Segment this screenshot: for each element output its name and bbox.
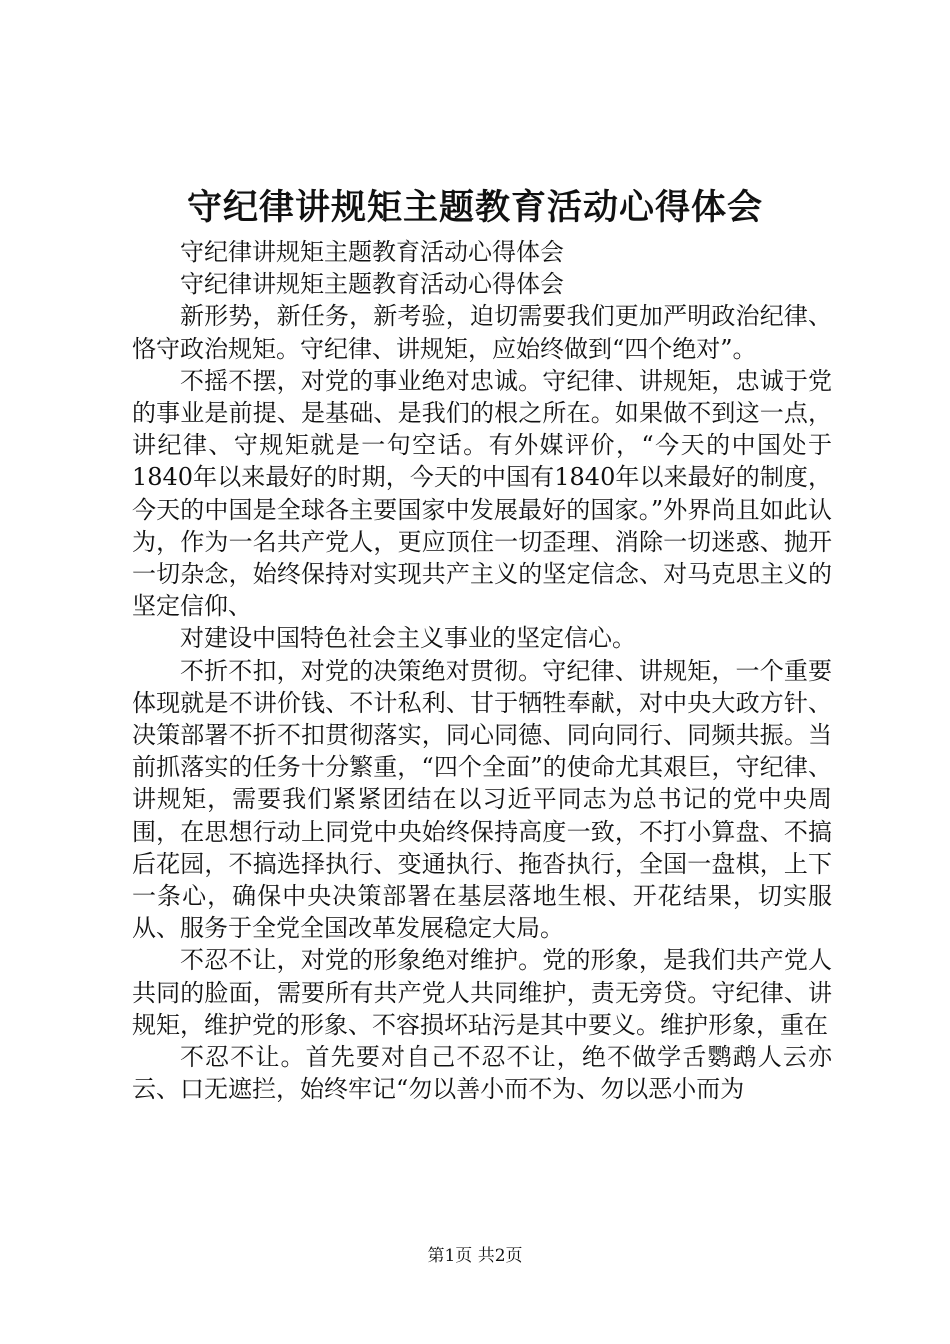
document-title: 守纪律讲规矩主题教育活动心得体会 (186, 187, 763, 228)
paragraph: 不摇不摆，对党的事业绝对忠诚。守纪律、讲规矩，忠诚于党的事业是前提、是基础、是我们的根之所在。如果做不到这一点，讲纪律、守规矩就是一句空话。有外媒评价，“今天的中国处于1840年以来最好的时期，今天的中国有1840年以来最好的制度，今天的中国是全球各主要国家中发展最好的国家。”外界尚且如此认为，作为一名共产党人，更应顶住一切歪理、消除一切迷惑、抛开一切杂念，始终保持对实现共产主义的坚定信念、对马克思主义的坚定信仰、 (132, 366, 832, 621)
paragraph: 不忍不让。首先要对自己不忍不让，绝不做学舌鹦鹉人云亦云、口无遮拦，始终牢记“勿以善小而不为、勿以恶小而为 (132, 1043, 832, 1104)
document-subtitle: 守纪律讲规矩主题教育活动心得体会 (180, 238, 564, 266)
paragraph: 对建设中国特色社会主义事业的坚定信心。 (180, 624, 636, 653)
paragraph: 新形势，新任务，新考验，迫切需要我们更加严明政治纪律、恪守政治规矩。守纪律、讲规矩，应始终做到“四个绝对”。 (132, 302, 832, 363)
page-number-footer: 第1页 共2页 (427, 1246, 523, 1266)
paragraph: 不折不扣，对党的决策绝对贯彻。守纪律、讲规矩，一个重要体现就是不讲价钱、不计私利、甘于牺牲奉献，对中央大政方针、决策部署不折不扣贯彻落实，同心同德、同向同行、同频共振。当前抓落实的任务十分繁重，“四个全面”的使命尤其艰巨，守纪律、讲规矩，需要我们紧紧团结在以习近平同志为总书记的党中央周围，在思想行动上同党中央始终保持高度一致，不打小算盘、不搞后花园，不搞选择执行、变通执行、拖沓执行，全国一盘棋，上下一条心，确保中央决策部署在基层落地生根、开花结果，切实服从、服务于全党全国改革发展稳定大局。 (132, 656, 832, 943)
paragraph: 不忍不让，对党的形象绝对维护。党的形象，是我们共产党人共同的脸面，需要所有共产党人共同维护，责无旁贷。守纪律、讲规矩，维护党的形象、不容损坏玷污是其中要义。维护形象，重在 (132, 946, 832, 1039)
document-body (132, 236, 832, 1105)
document-subtitle-repeat: 守纪律讲规矩主题教育活动心得体会 (180, 270, 564, 299)
